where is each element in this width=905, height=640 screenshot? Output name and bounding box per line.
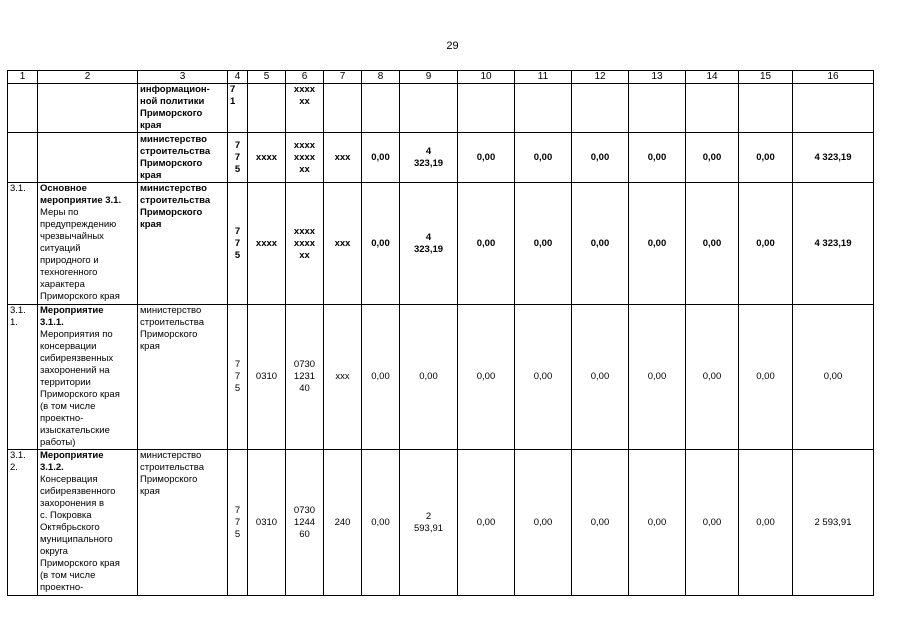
cell-col15: 0,00 [739, 450, 793, 596]
page-number: 29 [446, 40, 459, 52]
cell-col7 [324, 84, 362, 133]
cell-col7: ххх [324, 183, 362, 305]
event-name [38, 84, 138, 133]
row-number [8, 84, 38, 133]
table-row [8, 305, 874, 450]
event-name [38, 133, 138, 183]
cell-col10: 0,00 [458, 305, 515, 450]
header-row [8, 71, 874, 84]
cell-col13: 0,00 [629, 305, 686, 450]
cell-col7: ххх [324, 133, 362, 183]
cell-col10 [458, 84, 515, 133]
cell-col12: 0,00 [572, 305, 629, 450]
header-cell: 12 [572, 71, 629, 84]
header-cell: 4 [228, 71, 248, 84]
cell-col14: 0,00 [686, 183, 739, 305]
cell-col12: 0,00 [572, 133, 629, 183]
header-cell: 3 [138, 71, 228, 84]
cell-col5: хххх [248, 183, 286, 305]
executor: министерство строительства Приморского края [138, 305, 228, 450]
cell-col16 [793, 84, 874, 133]
table-row [8, 84, 874, 133]
cell-col5: 0310 [248, 305, 286, 450]
cell-col12: 0,00 [572, 183, 629, 305]
executor: информацион- ной политики Приморского края [138, 84, 228, 133]
cell-col4: 7 7 5 [228, 305, 248, 450]
cell-col14: 0,00 [686, 450, 739, 596]
cell-col4: 7 7 5 [228, 133, 248, 183]
cell-col8: 0,00 [362, 133, 400, 183]
cell-col5 [248, 84, 286, 133]
header-cell: 7 [324, 71, 362, 84]
header-cell: 16 [793, 71, 874, 84]
cell-col7: 240 [324, 450, 362, 596]
cell-col15: 0,00 [739, 183, 793, 305]
header-cell: 5 [248, 71, 286, 84]
table-row [8, 183, 874, 305]
cell-col13: 0,00 [629, 183, 686, 305]
cell-col4: 7 7 5 [228, 183, 248, 305]
cell-col6: 0730 1244 60 [286, 450, 324, 596]
executor: министерство строительства Приморского края [138, 183, 228, 305]
event-name: Мероприятие 3.1.1. Мероприятия по консервации сибиреязвенных захоронений на территории Приморского края (в том числе проектно- изыскательские работы) [38, 305, 138, 450]
cell-col6: хххх хх [286, 84, 324, 133]
cell-col4: 7 1 [228, 84, 248, 133]
cell-col15: 0,00 [739, 305, 793, 450]
cell-col9: 2 593,91 [400, 450, 458, 596]
cell-col13: 0,00 [629, 450, 686, 596]
cell-col16: 0,00 [793, 305, 874, 450]
cell-col4: 7 7 5 [228, 450, 248, 596]
cell-col11 [515, 84, 572, 133]
header-cell: 1 [8, 71, 38, 84]
cell-col16: 4 323,19 [793, 133, 874, 183]
header-cell: 6 [286, 71, 324, 84]
cell-col10: 0,00 [458, 133, 515, 183]
row-number [8, 133, 38, 183]
header-cell: 13 [629, 71, 686, 84]
cell-col9 [400, 84, 458, 133]
header-cell: 8 [362, 71, 400, 84]
cell-col10: 0,00 [458, 450, 515, 596]
cell-col6: хххх хххх хх [286, 183, 324, 305]
cell-col8 [362, 84, 400, 133]
cell-col8: 0,00 [362, 450, 400, 596]
cell-col14 [686, 84, 739, 133]
cell-col9: 4 323,19 [400, 133, 458, 183]
event-name: Основное мероприятие 3.1. Меры по предупреждению чрезвычайных ситуаций природного и техногенного характера Приморского края [38, 183, 138, 305]
cell-col9: 0,00 [400, 305, 458, 450]
cell-col6: хххх хххх хх [286, 133, 324, 183]
table-row [8, 450, 874, 596]
cell-col10: 0,00 [458, 183, 515, 305]
cell-col14: 0,00 [686, 305, 739, 450]
executor: министерство строительства Приморского края [138, 450, 228, 596]
cell-col15 [739, 84, 793, 133]
cell-col13: 0,00 [629, 133, 686, 183]
row-number: 3.1. 2. [8, 450, 38, 596]
header-cell: 14 [686, 71, 739, 84]
cell-col7: ххх [324, 305, 362, 450]
cell-col11: 0,00 [515, 450, 572, 596]
cell-col13 [629, 84, 686, 133]
cell-col11: 0,00 [515, 305, 572, 450]
cell-col5: 0310 [248, 450, 286, 596]
event-name: Мероприятие 3.1.2. Консервация сибиреязвенного захоронения в с. Покровка Октябрьского муниципального округа Приморского края (в том числе проектно- [38, 450, 138, 596]
table-row [8, 133, 874, 183]
cell-col8: 0,00 [362, 183, 400, 305]
cell-col6: 0730 1231 40 [286, 305, 324, 450]
cell-col11: 0,00 [515, 133, 572, 183]
cell-col14: 0,00 [686, 133, 739, 183]
cell-col15: 0,00 [739, 133, 793, 183]
cell-col16: 2 593,91 [793, 450, 874, 596]
cell-col8: 0,00 [362, 305, 400, 450]
cell-col16: 4 323,19 [793, 183, 874, 305]
budget-table [7, 70, 874, 596]
header-cell: 2 [38, 71, 138, 84]
cell-col12 [572, 84, 629, 133]
cell-col11: 0,00 [515, 183, 572, 305]
header-cell: 9 [400, 71, 458, 84]
header-cell: 15 [739, 71, 793, 84]
header-cell: 10 [458, 71, 515, 84]
cell-col12: 0,00 [572, 450, 629, 596]
cell-col5: хххх [248, 133, 286, 183]
executor: министерство строительства Приморского края [138, 133, 228, 183]
row-number: 3.1. 1. [8, 305, 38, 450]
row-number: 3.1. [8, 183, 38, 305]
cell-col9: 4 323,19 [400, 183, 458, 305]
header-cell: 11 [515, 71, 572, 84]
